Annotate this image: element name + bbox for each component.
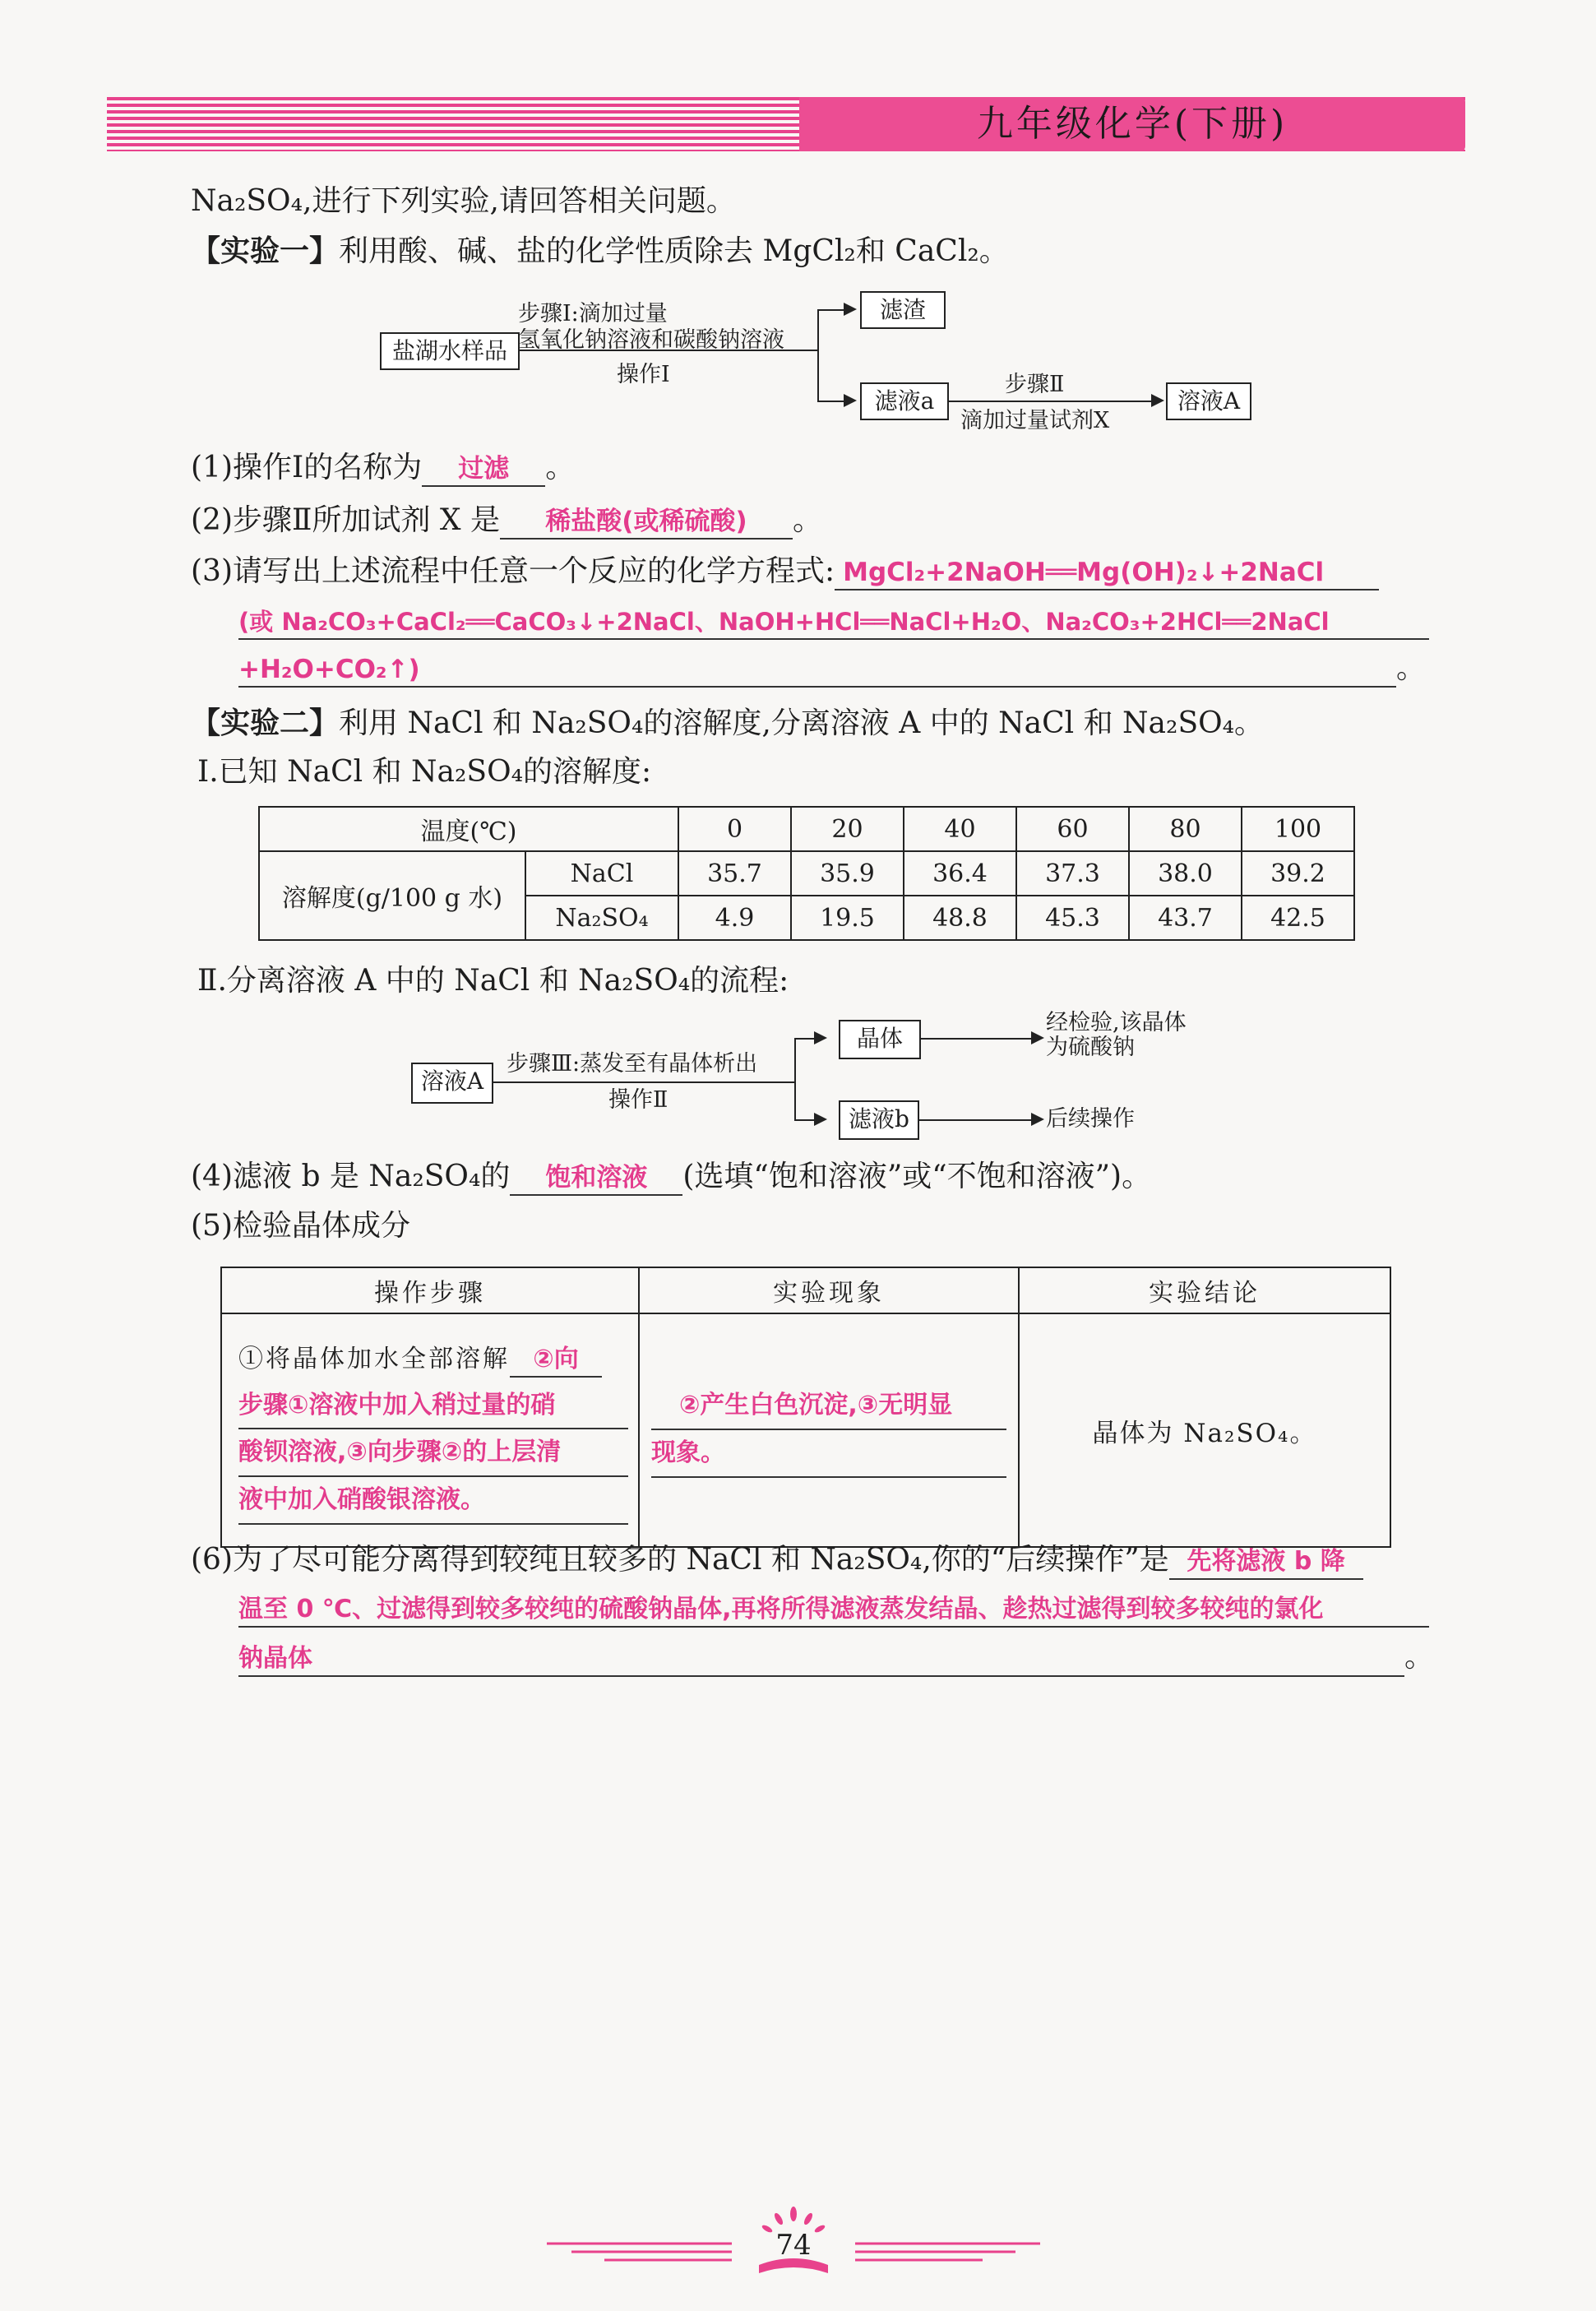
part2-text: Ⅱ.分离溶液 A 中的 NaCl 和 Na₂SO₄的流程:	[197, 964, 789, 998]
flow1-arrow-filtrate	[844, 394, 857, 407]
step-given: ①将晶体加水全部溶解	[238, 1345, 510, 1373]
flow1-step1-line2: 氢氧化钠溶液和碳酸钠溶液	[518, 327, 784, 353]
header-title: 九年级化学(下册)	[799, 97, 1465, 151]
flow1-solution-box: 溶液A	[1166, 382, 1251, 420]
flow1-branch-bottom	[817, 401, 845, 402]
q6-suffix: 。	[1404, 1640, 1435, 1674]
q3-answer-line2: (或 Na₂CO₃+CaCl₂══CaCO₃↓+2NaCl、NaOH+HCl══NaCl+H₂O、Na₂CO₃+2HCl══2NaCl	[238, 605, 1429, 640]
flow1-op1: 操作Ⅰ	[617, 362, 670, 387]
intro-formula: Na₂SO₄	[191, 184, 303, 218]
value-cell: 48.8	[904, 896, 1016, 940]
flow1-step1-line1: 步骤Ⅰ:滴加过量	[518, 301, 668, 327]
q2-answer: 稀盐酸(或稀硫酸)	[500, 505, 793, 540]
value-cell: 39.2	[1242, 851, 1354, 896]
question-6	[191, 1541, 1363, 1580]
flow2-followup: 后续操作	[1046, 1106, 1135, 1132]
value-cell: 36.4	[904, 851, 1016, 896]
q1-prefix: (1)操作Ⅰ的名称为	[191, 451, 423, 484]
q3-answer-line3: +H₂O+CO₂↑)	[238, 653, 1396, 688]
substance-name: Na₂SO₄	[525, 896, 678, 940]
flow2-arrow-filtrate	[814, 1113, 827, 1126]
flow2-arrow-followup	[1031, 1113, 1044, 1126]
page-footer	[547, 2204, 1040, 2278]
table-row	[259, 807, 1354, 851]
q2-suffix: 。	[792, 503, 822, 537]
step-answer-1: ②向	[510, 1343, 602, 1378]
solubility-table	[258, 806, 1355, 941]
header-cell: 实验现象	[639, 1267, 1019, 1313]
intro-text: ,进行下列实验,请回答相关问题。	[303, 184, 736, 218]
step-answer-2: 步骤①溶液中加入稍过量的硝	[238, 1383, 628, 1429]
q3-line2	[238, 602, 1429, 640]
exp1-heading	[191, 232, 1009, 271]
phenomenon-cell	[639, 1313, 1019, 1547]
q3-suffix: 。	[1396, 651, 1427, 685]
flow2-branch-bottom	[794, 1119, 816, 1121]
question-1	[191, 449, 575, 487]
step-answer-4: 液中加入硝酸银溶液。	[238, 1477, 628, 1525]
value-cell: 35.9	[791, 851, 904, 896]
verification-table	[220, 1267, 1391, 1548]
substance-name: NaCl	[525, 851, 678, 896]
flow2-arrow-crystal	[814, 1031, 827, 1044]
q3-answer-line1: MgCl₂+2NaOH══Mg(OH)₂↓+2NaCl	[835, 556, 1379, 590]
flow2-filtrate-box: 滤液b	[839, 1100, 919, 1140]
temp-cell: 80	[1129, 807, 1242, 851]
value-cell: 38.0	[1129, 851, 1242, 896]
phenomenon-line-2: 现象。	[651, 1430, 1006, 1478]
value-cell: 43.7	[1129, 896, 1242, 940]
q6-line3	[238, 1638, 1434, 1677]
part1-text: Ⅰ.已知 NaCl 和 Na₂SO₄的溶解度:	[197, 755, 652, 789]
phenomenon-line-1: ②产生白色沉淀,③无明显	[651, 1382, 1006, 1430]
flow2-start-box: 溶液A	[411, 1063, 493, 1104]
temp-cell: 40	[904, 807, 1016, 851]
question-2	[191, 502, 822, 540]
flow1-start-box: 盐湖水样品	[380, 332, 520, 370]
q3-line3	[238, 650, 1426, 688]
temp-cell: 100	[1242, 807, 1354, 851]
flow2-filtrate-line	[918, 1119, 1033, 1121]
q6-prefix: (6)为了尽可能分离得到较纯且较多的 NaCl 和 Na₂SO₄,你的“后续操作”是	[191, 1543, 1169, 1577]
q6-line2	[238, 1589, 1429, 1628]
q6-answer-1: 先将滤液 b 降	[1169, 1545, 1363, 1580]
exp1-label: 【实验一】	[191, 234, 340, 268]
header-cell: 操作步骤	[221, 1267, 639, 1313]
exp2-heading	[191, 704, 1264, 743]
q4-answer: 饱和溶液	[510, 1161, 682, 1196]
table-row	[221, 1267, 1390, 1313]
question-3	[191, 553, 1379, 590]
table-row	[259, 851, 1354, 896]
flow1-arrow-residue	[844, 303, 857, 316]
exp2-text: 利用 NaCl 和 Na₂SO₄的溶解度,分离溶液 A 中的 NaCl 和 Na₂SO₄。	[339, 706, 1265, 740]
q4-prefix: (4)滤液 b 是 Na₂SO₄的	[191, 1160, 511, 1193]
q1-suffix: 。	[545, 451, 576, 484]
question-5: (5)检验晶体成分	[191, 1209, 410, 1243]
flow2-crystal-box: 晶体	[839, 1020, 921, 1059]
value-cell: 42.5	[1242, 896, 1354, 940]
header-cell: 实验结论	[1019, 1267, 1390, 1313]
table-row	[221, 1313, 1390, 1547]
temp-cell: 0	[678, 807, 791, 851]
flow2-branch-top	[794, 1038, 816, 1040]
flow1-branch-top	[817, 309, 845, 311]
step-cell	[221, 1313, 639, 1547]
step-line-1	[238, 1336, 628, 1383]
flow1-residue-box: 滤渣	[860, 291, 946, 329]
flow1-branch-line	[817, 309, 819, 401]
flow2-crystal-line	[919, 1038, 1033, 1040]
question-4	[191, 1158, 1151, 1196]
temp-cell: 20	[791, 807, 904, 851]
q6-answer-3: 钠晶体	[238, 1642, 1404, 1677]
value-cell: 45.3	[1016, 896, 1129, 940]
flow2-branch-line	[794, 1038, 796, 1120]
q2-prefix: (2)步骤Ⅱ所加试剂 X 是	[191, 503, 500, 537]
page-header	[107, 97, 1465, 151]
flow1-filtrate-box: 滤液a	[860, 382, 949, 420]
exp1-text: 利用酸、碱、盐的化学性质除去 MgCl₂和 CaCl₂。	[339, 234, 1009, 268]
temp-header: 温度(℃)	[259, 807, 678, 851]
value-cell: 37.3	[1016, 851, 1129, 896]
flow1-step2-detail: 滴加过量试剂X	[960, 408, 1110, 433]
flow1-step2-line	[947, 401, 1153, 402]
flow2-main-line	[492, 1081, 794, 1083]
q4-suffix: (选填“饱和溶液”或“不饱和溶液”)。	[682, 1160, 1152, 1193]
q3-prefix: (3)请写出上述流程中任意一个反应的化学方程式:	[191, 554, 835, 588]
value-cell: 35.7	[678, 851, 791, 896]
flow1-arrow-solution	[1151, 394, 1164, 407]
conclusion-cell: 晶体为 Na₂SO₄。	[1019, 1313, 1390, 1547]
flow2-arrow-note	[1031, 1031, 1044, 1044]
intro-line	[191, 183, 736, 220]
exp2-label: 【实验二】	[191, 706, 340, 740]
value-cell: 19.5	[791, 896, 904, 940]
flow2-note-line2: 为硫酸钠	[1046, 1035, 1135, 1060]
solubility-label: 溶解度(g/100 g 水)	[259, 851, 525, 940]
temp-cell: 60	[1016, 807, 1129, 851]
flow2-op2: 操作Ⅱ	[608, 1087, 668, 1113]
flow2-step3: 步骤Ⅲ:蒸发至有晶体析出	[507, 1051, 758, 1077]
value-cell: 4.9	[678, 896, 791, 940]
step-answer-3: 酸钡溶液,③向步骤②的上层清	[238, 1429, 628, 1477]
page-number: 74	[775, 2229, 812, 2262]
q1-answer: 过滤	[422, 452, 545, 487]
q6-answer-2: 温至 0 ℃、过滤得到较多较纯的硫酸钠晶体,再将所得滤液蒸发结晶、趁热过滤得到较多较纯的氯化	[238, 1593, 1429, 1628]
flow2-note-line1: 经检验,该晶体	[1046, 1010, 1187, 1035]
flow1-step2: 步骤Ⅱ	[1005, 372, 1065, 397]
